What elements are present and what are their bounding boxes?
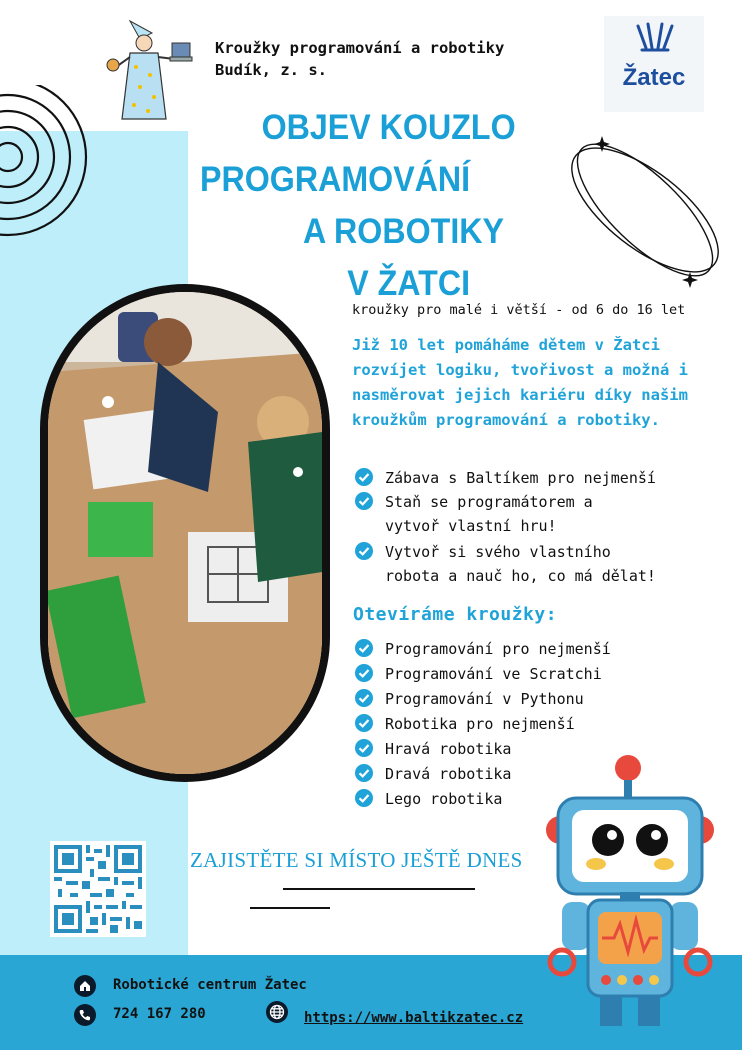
headline-line1: OBJEV KOUZLO — [261, 108, 516, 147]
zatec-crown-icon — [634, 22, 676, 54]
check-circle-icon — [355, 542, 373, 560]
wizard-mascot-illustration — [100, 15, 195, 127]
zatec-logo — [604, 16, 704, 112]
headline-line3: A ROBOTIKY — [303, 212, 505, 251]
check-circle-icon — [355, 664, 373, 682]
check-circle-icon — [355, 689, 373, 707]
phone-number[interactable]: 724 167 280 — [113, 1006, 206, 1022]
phone-icon — [74, 1004, 96, 1026]
check-circle-icon — [355, 739, 373, 757]
benefits-list — [355, 466, 725, 586]
check-circle-icon — [355, 468, 373, 486]
home-icon — [74, 975, 96, 997]
course-item — [355, 762, 511, 786]
qr-code[interactable] — [50, 841, 146, 937]
children-building-robot-track-photo — [48, 292, 322, 774]
robot-illustration — [540, 752, 720, 1042]
course-label: Dravá robotika — [385, 765, 512, 783]
course-label: Programování ve Scratchi — [385, 665, 602, 683]
course-label: Lego robotika — [385, 790, 503, 808]
course-label: Programování pro nejmenší — [385, 640, 611, 658]
check-circle-icon — [355, 789, 373, 807]
intro-paragraph: Již 10 let pomáháme dětem v Žatci rozvíjet logiku, tvořivost a možná i nasměrovat jejich kariéru díky našim kroužkům programování a robotiky. — [352, 336, 688, 429]
divider-line — [250, 907, 330, 909]
benefit-item — [355, 540, 656, 588]
headline-line2: PROGRAMOVÁNÍ — [200, 160, 471, 199]
course-label: Robotika pro nejmenší — [385, 715, 575, 733]
course-item — [355, 787, 502, 811]
course-label: Programování v Pythonu — [385, 690, 584, 708]
courses-title: Otevíráme kroužky: — [353, 604, 558, 625]
concentric-circles-decoration — [0, 85, 100, 275]
check-circle-icon — [355, 714, 373, 732]
orbit-ellipses-decoration — [560, 128, 730, 293]
benefit-line: Zábava s Baltíkem pro nejmenší — [385, 469, 656, 487]
headline-line4: V ŽATCI — [347, 264, 471, 303]
course-item — [355, 737, 511, 761]
website-link[interactable]: https://www.baltikzatec.cz — [304, 1010, 524, 1026]
organization-name-line1: Kroužky programování a robotiky — [215, 39, 505, 57]
course-item — [355, 662, 602, 686]
organization-name-line2: Budík, z. s. — [215, 61, 327, 79]
address-text: Robotické centrum Žatec — [113, 977, 307, 993]
course-item — [355, 687, 584, 711]
benefit-line: Vytvoř si svého vlastního — [385, 543, 611, 561]
age-range-subtitle: kroužky pro malé i větší - od 6 do 16 let — [352, 302, 686, 318]
check-circle-icon — [355, 639, 373, 657]
zatec-logo-text: Žatec — [622, 64, 686, 91]
check-circle-icon — [355, 764, 373, 782]
call-to-action: ZAJISTĚTE SI MÍSTO JEŠTĚ DNES — [190, 848, 523, 872]
globe-icon — [266, 1001, 288, 1023]
course-item — [355, 637, 611, 661]
benefit-line: Staň se programátorem a — [385, 493, 593, 511]
check-circle-icon — [355, 492, 373, 510]
divider-line — [283, 888, 475, 890]
benefit-line: vytvoř vlastní hru! — [385, 517, 557, 535]
course-label: Hravá robotika — [385, 740, 512, 758]
children-photo-frame — [40, 284, 330, 782]
benefit-line: robota a nauč ho, co má dělat! — [385, 567, 656, 585]
benefit-item — [355, 466, 656, 490]
organization-name — [215, 37, 504, 81]
headline — [200, 102, 540, 310]
benefit-item — [355, 490, 593, 538]
course-item — [355, 712, 575, 736]
